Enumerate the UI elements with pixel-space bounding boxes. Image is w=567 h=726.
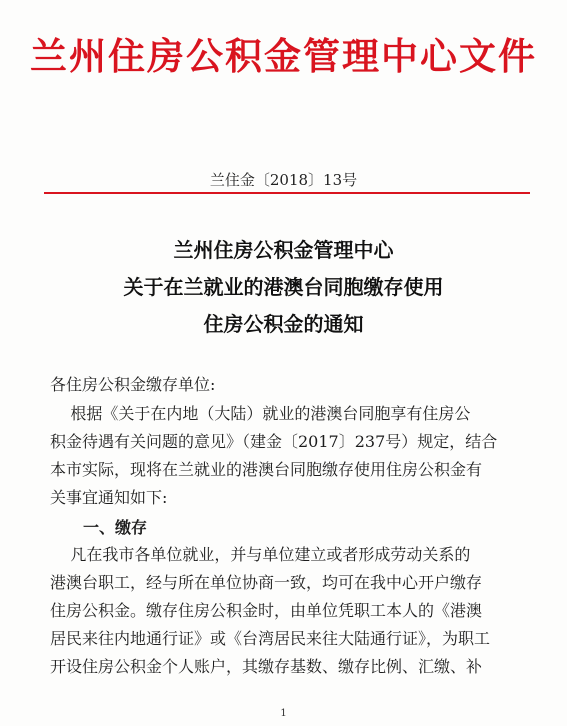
title-line-1: 兰州住房公积金管理中心 [173, 238, 394, 262]
paragraph-line: 住房公积金。缴存住房公积金时，由单位凭职工本人的《港澳 [50, 601, 483, 620]
paragraph-line: 本市实际，现将在兰就业的港澳台同胞缴存使用住房公积金有 [50, 460, 483, 479]
page-number: 1 [280, 708, 287, 719]
red-header-title: 兰州住房公积金管理中心文件 [30, 35, 537, 78]
paragraph-line: 关事宜通知如下: [50, 488, 168, 507]
paragraph-line: 凡在我市各单位就业，并与单位建立或者形成劳动关系的 [50, 545, 471, 564]
paragraph-line: 居民来往内地通行证》或《台湾居民来往大陆通行证》，为职工 [50, 629, 491, 648]
salutation: 各住房公积金缴存单位: [50, 375, 216, 394]
paragraph-line: 根据《关于在内地（大陆）就业的港澳台同胞享有住房公 [50, 404, 471, 423]
section-heading-deposit: 一、缴存 [83, 518, 148, 537]
paragraph-line: 开设住房公积金个人账户，其缴存基数、缴存比例、汇缴、补 [50, 657, 483, 676]
document-number: 兰住金〔2018〕13号 [209, 171, 358, 189]
paragraph-intro [50, 400, 520, 512]
paragraph-line: 港澳台职工，经与所在单位协商一致，均可在我中心开户缴存 [50, 573, 483, 592]
document-title [0, 232, 567, 343]
title-line-2: 关于在兰就业的港澳台同胞缴存使用 [123, 275, 444, 299]
red-divider-line [44, 192, 530, 194]
title-line-3: 住房公积金的通知 [203, 312, 364, 336]
paragraph-line: 积金待遇有关问题的意见》（建金〔2017〕237号）规定，结合 [50, 432, 498, 451]
paragraph-deposit [50, 541, 520, 681]
